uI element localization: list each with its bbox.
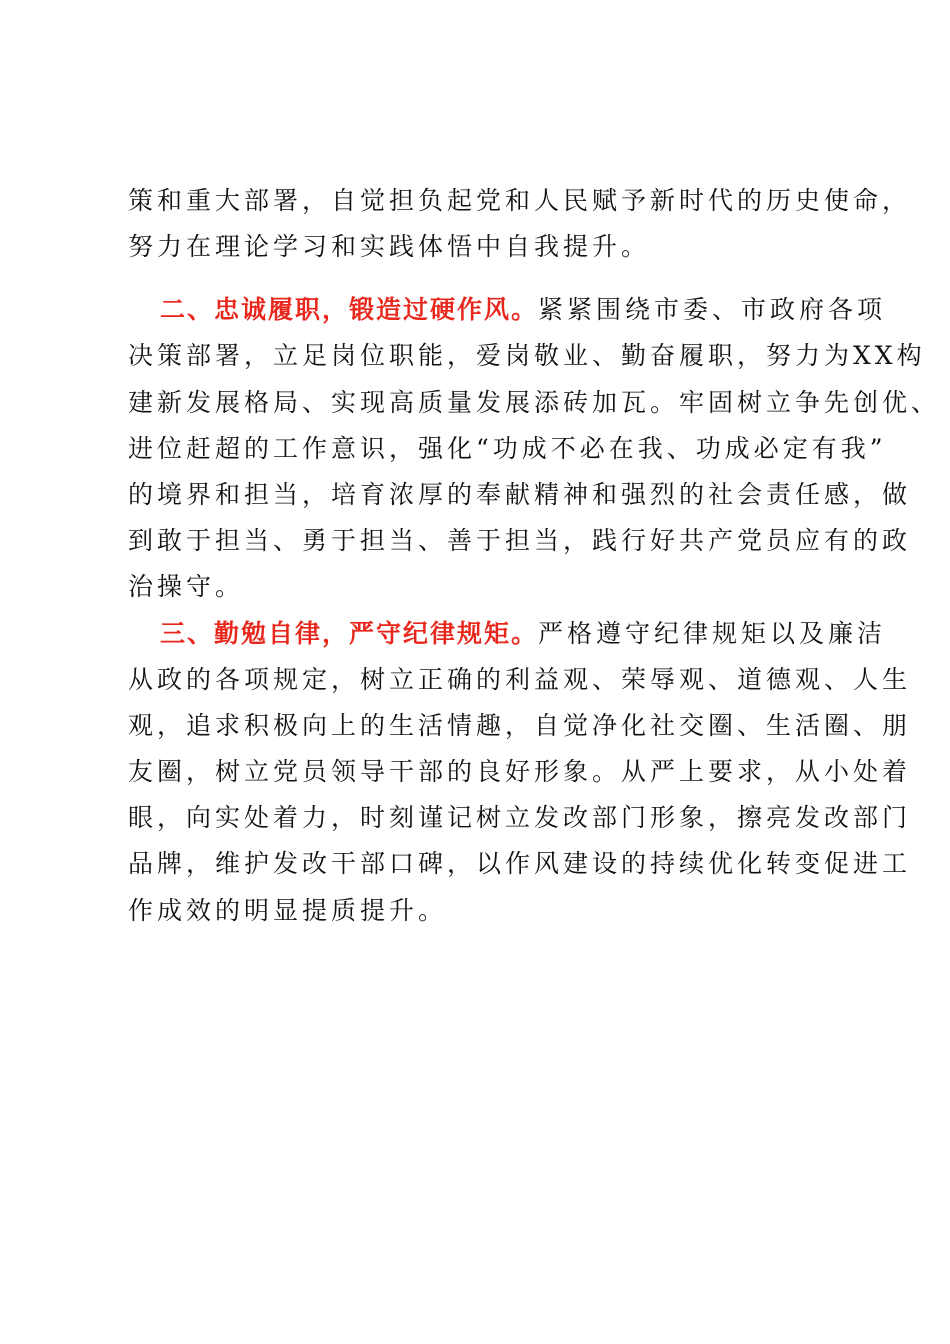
paragraph-line: 努力在理论学习和实践体悟中自我提升。 xyxy=(128,232,651,261)
paragraph-line: 建新发展格局、实现高质量发展添砖加瓦。牢固树立争先创优、 xyxy=(128,388,941,417)
paragraph-line: 眼，向实处着力，时刻谨记树立发改部门形象，擦亮发改部门 xyxy=(128,803,912,832)
section-3-first-line xyxy=(160,619,887,649)
paragraph-line: 治操守。 xyxy=(128,572,245,601)
section-2-text: 紧紧围绕市委、市政府各项 xyxy=(538,295,887,324)
paragraph-line: 品牌，维护发改干部口碑，以作风建设的持续优化转变促进工 xyxy=(128,849,912,878)
paragraph-line: 作成效的明显提质提升。 xyxy=(128,896,448,925)
paragraph-line: 到敢于担当、勇于担当、善于担当，践行好共产党员应有的政 xyxy=(128,526,912,555)
section-3-text: 严格遵守纪律规矩以及廉洁 xyxy=(538,619,887,648)
paragraph-line: 进位赶超的工作意识，强化“功成不必在我、功成必定有我” xyxy=(128,434,887,463)
paragraph-line: 从政的各项规定，树立正确的利益观、荣辱观、道德观、人生 xyxy=(128,665,912,694)
paragraph-line: 观，追求积极向上的生活情趣，自觉净化社交圈、生活圈、朋 xyxy=(128,711,912,740)
section-2-heading: 二、忠诚履职，锻造过硬作风。 xyxy=(160,295,539,324)
paragraph-line: 友圈，树立党员领导干部的良好形象。从严上要求，从小处着 xyxy=(128,757,912,786)
paragraph-line: 的境界和担当，培育浓厚的奉献精神和强烈的社会责任感，做 xyxy=(128,480,912,509)
paragraph-line: 策和重大部署，自觉担负起党和人民赋予新时代的历史使命， xyxy=(128,186,912,215)
section-3-heading: 三、勤勉自律，严守纪律规矩。 xyxy=(160,619,539,648)
paragraph-line: 决策部署，立足岗位职能，爱岗敬业、勤奋履职，努力为XX构 xyxy=(128,341,926,370)
section-2-first-line xyxy=(160,295,887,325)
